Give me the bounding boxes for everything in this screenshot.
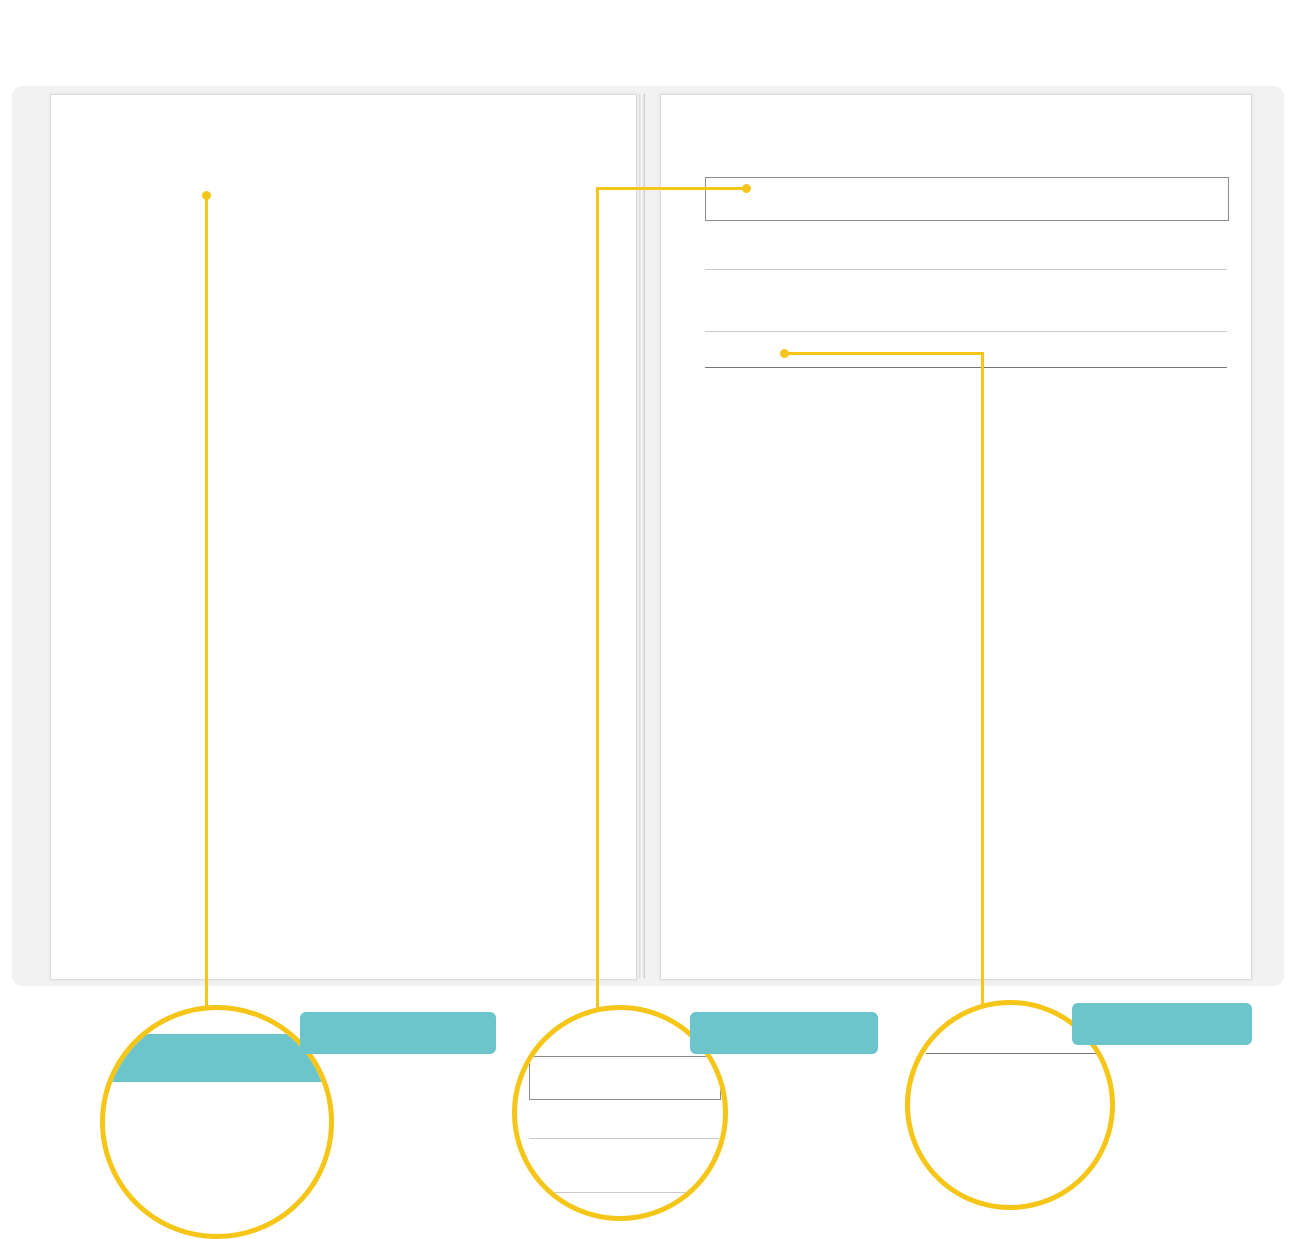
callout-belongs-field[interactable] [529, 1056, 721, 1100]
callout-2-leader-h [596, 187, 746, 190]
left-page [50, 94, 637, 980]
badge-yearly-goals [1072, 1003, 1252, 1045]
belongs-to-field[interactable] [705, 177, 1229, 221]
callout-phone-line [529, 1192, 719, 1193]
address-field[interactable] [705, 269, 1227, 270]
phone-email-field[interactable] [705, 331, 1227, 332]
yearly-goals-divider [705, 367, 1227, 368]
planner-spread [12, 86, 1284, 986]
callout-2-leader-v [596, 187, 599, 1032]
callout-yearly-calendar [100, 1005, 334, 1239]
badge-person-info [690, 1012, 878, 1054]
callout-goals-divider [926, 1053, 1104, 1054]
callout-1-leader [205, 195, 208, 1030]
callout-3-leader-h [784, 352, 984, 355]
month-tabs [1238, 96, 1282, 976]
callout-3-leader-v [981, 352, 984, 1032]
callout-address-line [529, 1138, 719, 1139]
binding-rail [639, 94, 645, 978]
right-page [660, 94, 1252, 980]
badge-yearly-calendar [300, 1012, 496, 1054]
